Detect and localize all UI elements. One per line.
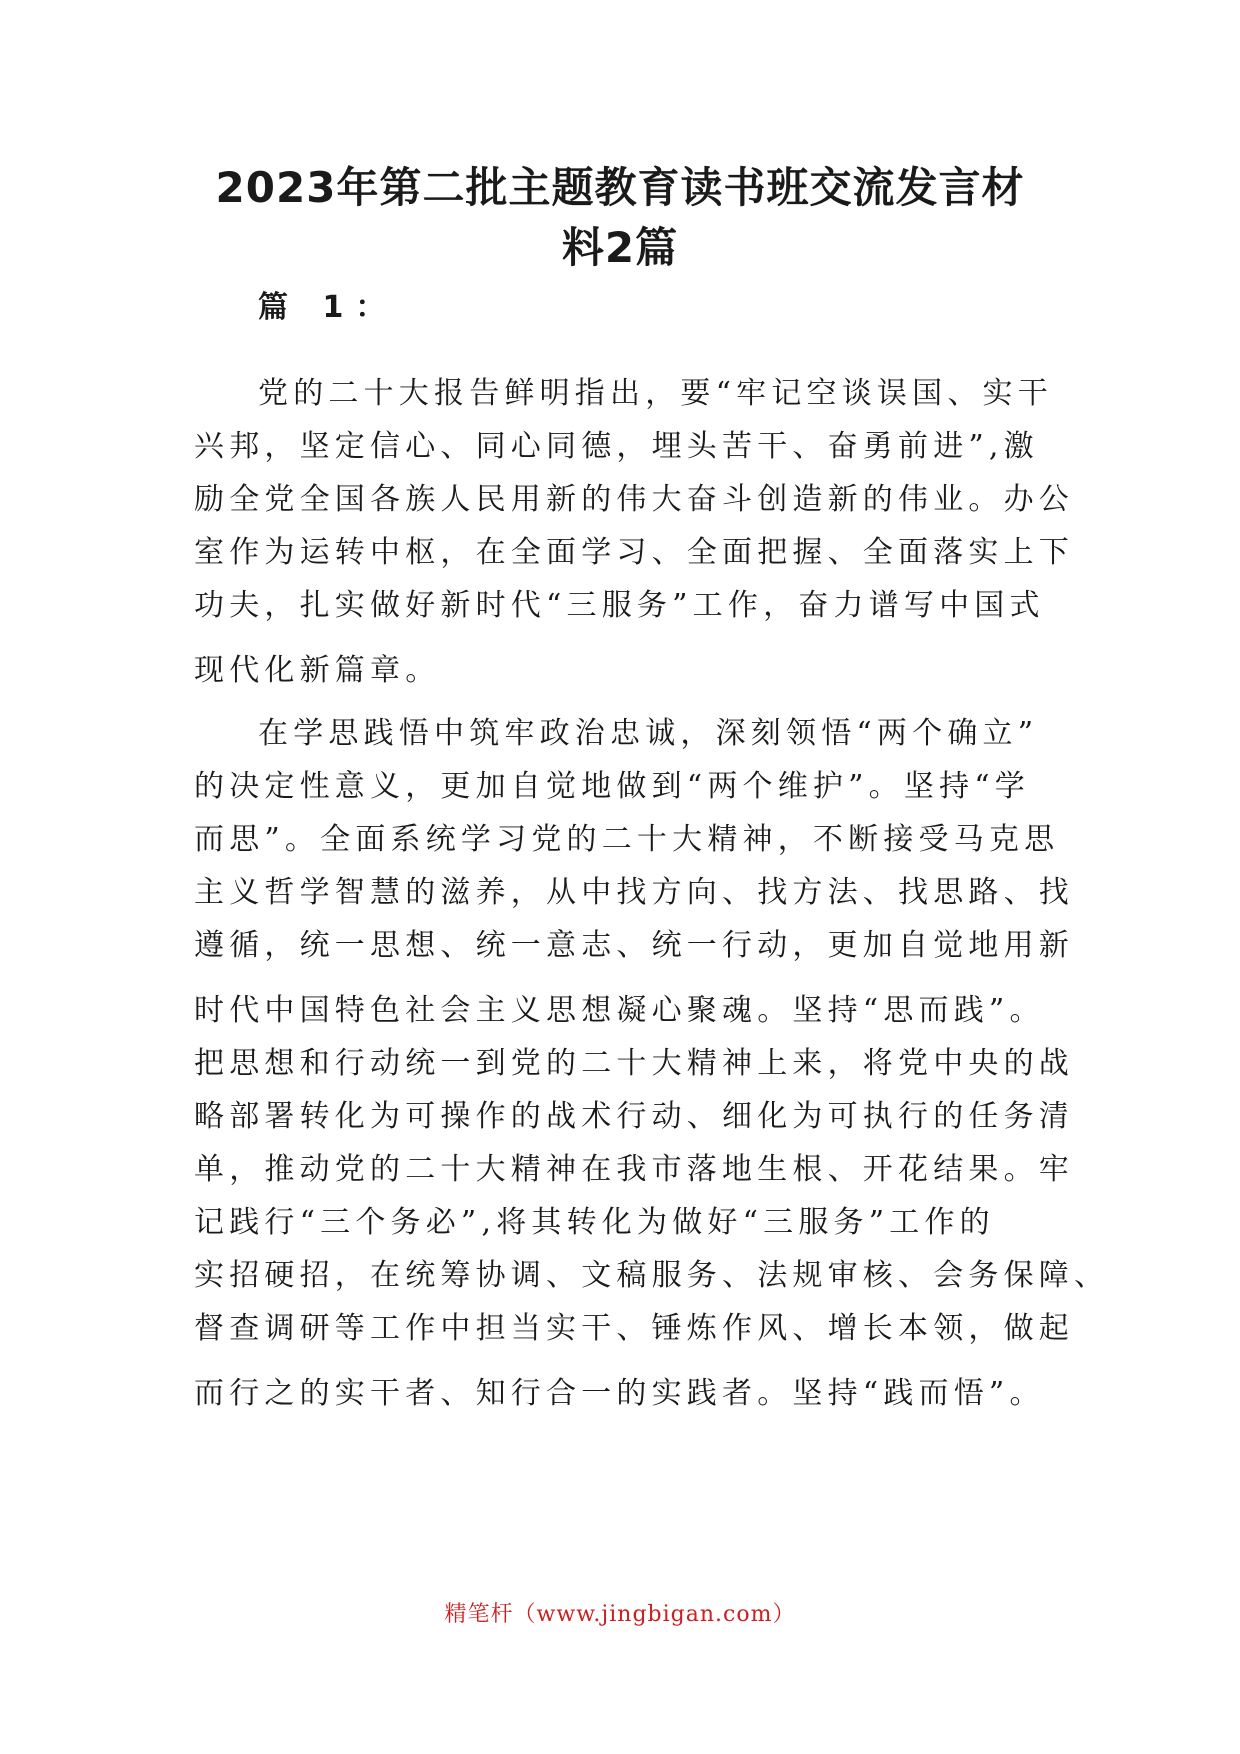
paragraph-line: 单，推动党的二十大精神在我市落地生根、开花结果。牢 <box>194 1152 1074 1187</box>
paragraph-line: 功夫，扎实做好新时代“三服务”工作，奋力谱写中国式 <box>194 588 1045 623</box>
footer-watermark-link[interactable]: 精笔杆（www.jingbigan.com） <box>444 1602 796 1627</box>
paragraph-line: 而思”。全面系统学习党的二十大精神，不断接受马克思 <box>194 822 1060 857</box>
paragraph-line: 室作为运转中枢，在全面学习、全面把握、全面落实上下 <box>194 535 1074 570</box>
title-line-1: 2023年第二批主题教育读书班交流发言材 <box>215 163 1025 212</box>
paragraph-line: 督查调研等工作中担当实干、锤炼作风、增长本领，做起 <box>194 1311 1074 1346</box>
paragraph-line: 而行之的实干者、知行合一的实践者。坚持“践而悟”。 <box>194 1376 1045 1411</box>
paragraph-line: 记践行“三个务必”,将其转化为做好“三服务”工作的 <box>194 1205 995 1240</box>
paragraph-line: 党的二十大报告鲜明指出，要“牢记空谈误国、实干 <box>258 376 1053 411</box>
paragraph-line: 在学思践悟中筑牢政治忠诚，深刻领悟“两个确立” <box>258 716 1039 751</box>
paragraph-line: 励全党全国各族人民用新的伟大奋斗创造新的伟业。办公 <box>194 482 1074 517</box>
paragraph-1 <box>194 367 1074 697</box>
paragraph-line: 的决定性意义，更加自觉地做到“两个维护”。坚持“学 <box>194 769 1031 804</box>
title-line-2: 料2篇 <box>561 223 679 272</box>
paragraph-line: 现代化新篇章。 <box>194 653 441 688</box>
section-label: 篇 1： <box>258 290 398 325</box>
paragraph-line: 略部署转化为可操作的战术行动、细化为可执行的任务清 <box>194 1099 1074 1134</box>
paragraph-line: 时代中国特色社会主义思想凝心聚魂。坚持“思而践”。 <box>194 993 1045 1028</box>
paragraph-2 <box>194 707 1110 1420</box>
paragraph-line: 实招硬招，在统筹协调、文稿服务、法规审核、会务保障、 <box>194 1258 1110 1293</box>
paragraph-line: 兴邦，坚定信心、同心同德，埋头苦干、奋勇前进”,激 <box>194 429 1039 464</box>
document-title <box>190 158 1050 278</box>
paragraph-line: 把思想和行动统一到党的二十大精神上来，将党中央的战 <box>194 1046 1074 1081</box>
paragraph-line: 主义哲学智慧的滋养，从中找方向、找方法、找思路、找 <box>194 875 1074 910</box>
paragraph-line: 遵循，统一思想、统一意志、统一行动，更加自觉地用新 <box>194 928 1074 963</box>
